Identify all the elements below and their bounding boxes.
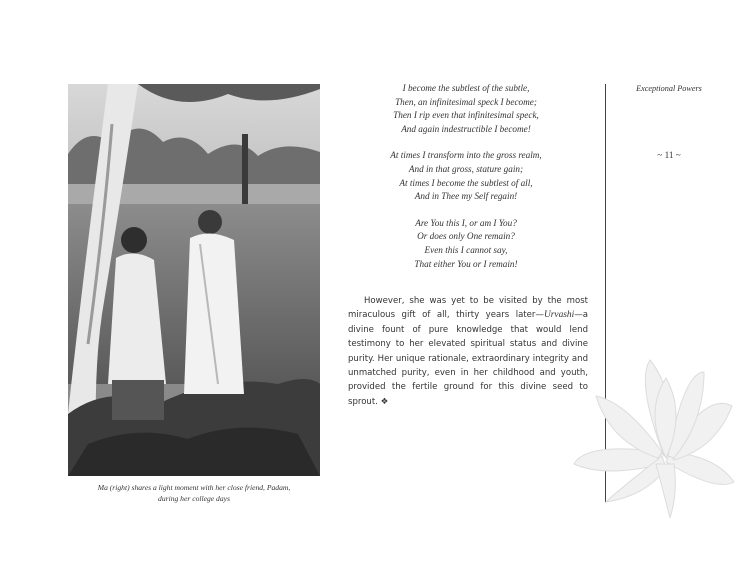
poem-line: That either You or I remain! [414, 258, 518, 269]
paragraph-text: —a divine fount of pure knowledge that would lend testimony to her elevated spiritual status and divine purity. Her unique rationale, extraordinary integrity and unmatched purity, even in her childhood and youth, provided the fertile ground for this divine seed to sprout. ❖ [348, 310, 588, 407]
paragraph-text: However, she was yet to be visited by the most miraculous gift of all, thirty years later— [348, 296, 588, 321]
caption-line: Ma (right) shares a light moment with her close friend, Padam, [97, 483, 291, 492]
poem-line: Or does only One remain? [417, 231, 515, 242]
poem-line: At times I transform into the gross realm, [390, 150, 542, 161]
poem [348, 82, 584, 284]
lotus-decoration [566, 352, 740, 518]
poem-line: Then I rip even that infinitesimal speck, [393, 110, 539, 121]
poem-stanza [348, 82, 584, 136]
photo-caption [68, 482, 320, 504]
poem-line: And again indestructible I become! [401, 123, 531, 134]
urvashi-name: Urvashi [543, 310, 575, 321]
poem-line: At times I become the subtlest of all, [399, 177, 533, 188]
poem-line: Then, an infinitesimal speck I become; [395, 96, 537, 107]
photograph [68, 84, 320, 476]
poem-stanza [348, 149, 584, 203]
poem-line: I become the subtlest of the subtle, [402, 83, 530, 93]
caption-line: during her college days [158, 494, 230, 503]
poem-line: Are You this I, or am I You? [415, 217, 517, 228]
poem-line: And in Thee my Self regain! [414, 191, 518, 202]
running-head: Exceptional Powers [636, 84, 702, 93]
lotus-icon [566, 352, 740, 518]
page-number: ~ 11 ~ [657, 150, 681, 160]
body-paragraph [348, 294, 588, 409]
poem-line: And in that gross, stature gain; [408, 163, 524, 174]
poem-stanza [348, 217, 584, 271]
poem-line: Even this I cannot say, [424, 244, 508, 255]
